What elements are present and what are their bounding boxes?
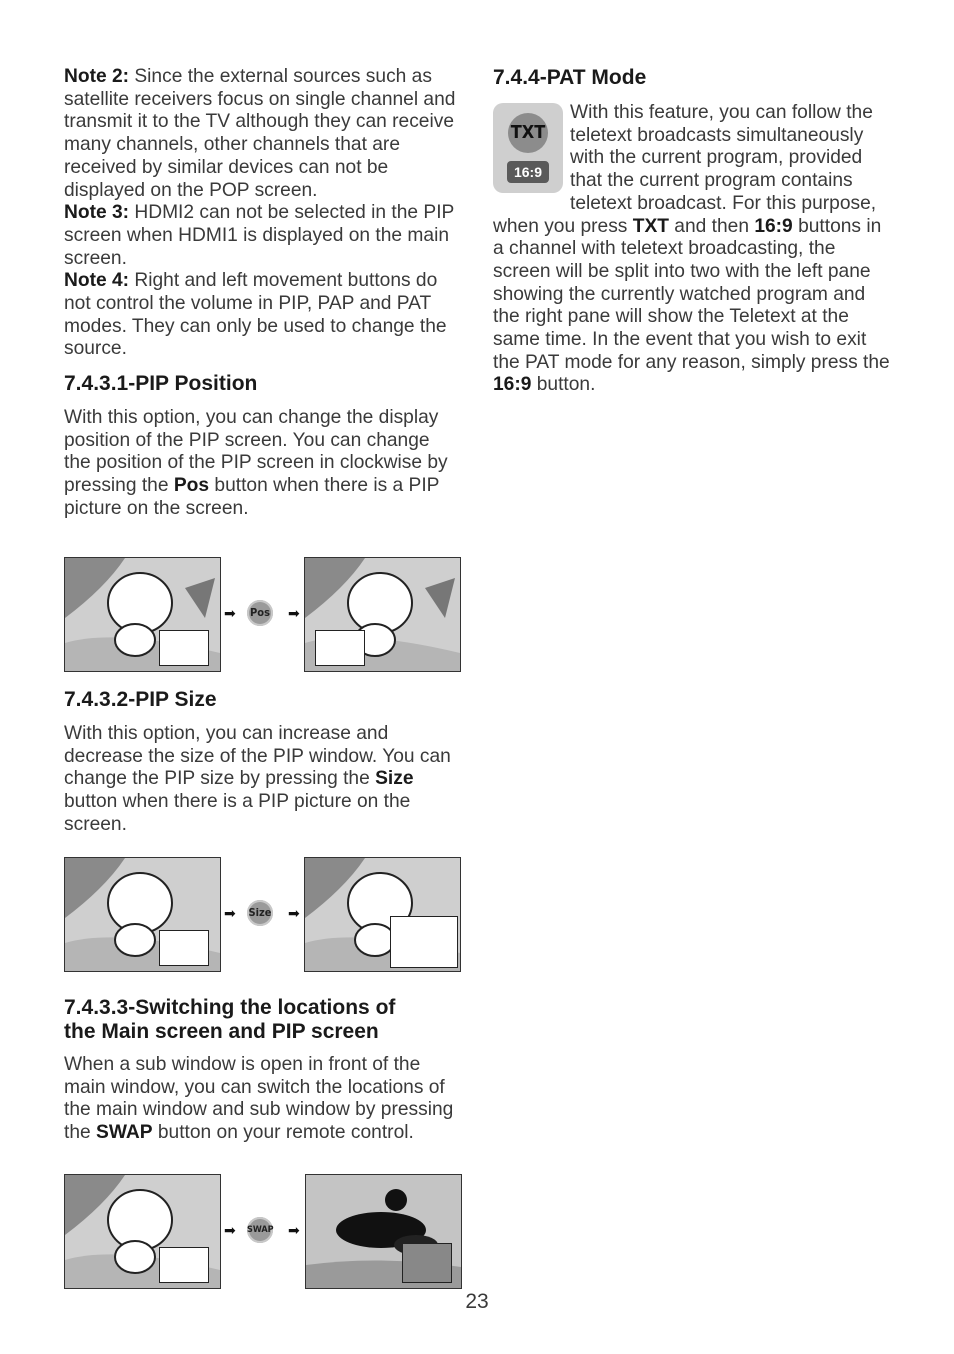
pat-text-b: and then xyxy=(668,215,755,237)
pip-size-text-b: button when there is a PIP picture on the screen. xyxy=(64,791,411,835)
swap-before-image xyxy=(64,1174,221,1289)
swap-heading xyxy=(64,996,459,1044)
notes-block xyxy=(64,66,459,361)
pip-position-text xyxy=(64,407,459,521)
note-4 xyxy=(64,270,459,361)
pat-mode-heading: 7.4.4-PAT Mode xyxy=(493,66,647,89)
pip-window xyxy=(315,630,365,666)
pat-text-d: button. xyxy=(531,374,596,396)
aspect-169-button-icon: 16:9 xyxy=(507,161,549,183)
swap-text xyxy=(64,1054,459,1145)
pip-position-after-image xyxy=(304,557,461,672)
note-4-text: Right and left movement buttons do not control the volume in PIP, PAP and PAT modes. They can only be used to change the source. xyxy=(64,270,447,360)
note-2-label: Note 2: xyxy=(64,66,130,87)
arrow-right-icon: ➡ xyxy=(224,905,236,921)
arrow-right-icon: ➡ xyxy=(224,1222,236,1238)
pat-mode-text-block xyxy=(493,102,893,397)
pip-position-heading: 7.4.3.1-PIP Position xyxy=(64,372,258,395)
note-3 xyxy=(64,202,459,270)
pip-window xyxy=(390,916,458,968)
pat-text-c: buttons in a channel with teletext broadcasting, the screen will be split into two with the left pane showing the currently watched program and the right pane will show the Teletext at the same time. In the event that you wish to exit the PAT mode for any reason, simply press the xyxy=(493,215,890,373)
size-button: Size xyxy=(247,900,273,926)
swap-heading-line2: the Main screen and PIP screen xyxy=(64,1020,379,1043)
pat-text-a: With this feature, you can follow the teletext broadcasts simultaneously with the current program, provided that the current program contains teletext broadcast. For this purpose, when you press xyxy=(493,102,877,237)
note-2-text: Since the external sources such as satellite receivers focus on single channel and transmit it to the TV although they can receive many channels, other channels that are received by similar devices can not be displayed on the POP screen. xyxy=(64,66,456,201)
note-4-label: Note 4: xyxy=(64,270,130,292)
note-2 xyxy=(64,66,459,202)
pat-bold-169: 16:9 xyxy=(754,215,793,237)
arrow-right-icon: ➡ xyxy=(288,605,300,621)
pip-window xyxy=(159,1247,209,1283)
pos-button: Pos xyxy=(247,600,273,626)
pip-size-text xyxy=(64,723,459,837)
pip-size-heading: 7.4.3.2-PIP Size xyxy=(64,688,217,711)
swap-text-a: When a sub window is open in front of the main window, you can switch the locations of the main window and sub window by pressing the xyxy=(64,1054,454,1144)
float-spacer xyxy=(493,102,570,198)
pip-size-after-image xyxy=(304,857,461,972)
swap-bold: SWAP xyxy=(96,1122,153,1144)
page-number: 23 xyxy=(465,1290,489,1313)
pip-size-text-a: With this option, you can increase and decrease the size of the PIP window. You can change the PIP size by pressing the xyxy=(64,723,451,790)
pat-bold-169-2: 16:9 xyxy=(493,374,532,396)
note-3-label: Note 3: xyxy=(64,202,130,224)
swap-after-image xyxy=(305,1174,462,1289)
txt-button-icon: TXT xyxy=(508,113,548,153)
arrow-right-icon: ➡ xyxy=(288,1222,300,1238)
swap-text-b: button on your remote control. xyxy=(152,1122,414,1144)
pip-position-bold: Pos xyxy=(173,475,210,497)
arrow-right-icon: ➡ xyxy=(288,905,300,921)
pip-size-bold: Size xyxy=(375,768,414,790)
pip-position-text-b: button when there is a PIP picture on the screen. xyxy=(64,475,440,519)
pip-window xyxy=(159,630,209,666)
pip-position-text-a: With this option, you can change the display position of the PIP screen. You can change the position of the PIP screen in clockwise by pressing the xyxy=(64,407,448,497)
pip-window xyxy=(402,1243,452,1283)
pip-window xyxy=(159,930,209,966)
swap-button: SWAP xyxy=(247,1217,273,1243)
swap-heading-line1: 7.4.3.3-Switching the locations of xyxy=(64,996,396,1019)
pip-position-before-image xyxy=(64,557,221,672)
note-3-text: HDMI2 can not be selected in the PIP screen when HDMI1 is displayed on the main screen. xyxy=(64,202,454,269)
arrow-right-icon: ➡ xyxy=(224,605,236,621)
pip-size-before-image xyxy=(64,857,221,972)
pat-bold-txt: TXT xyxy=(632,215,669,237)
